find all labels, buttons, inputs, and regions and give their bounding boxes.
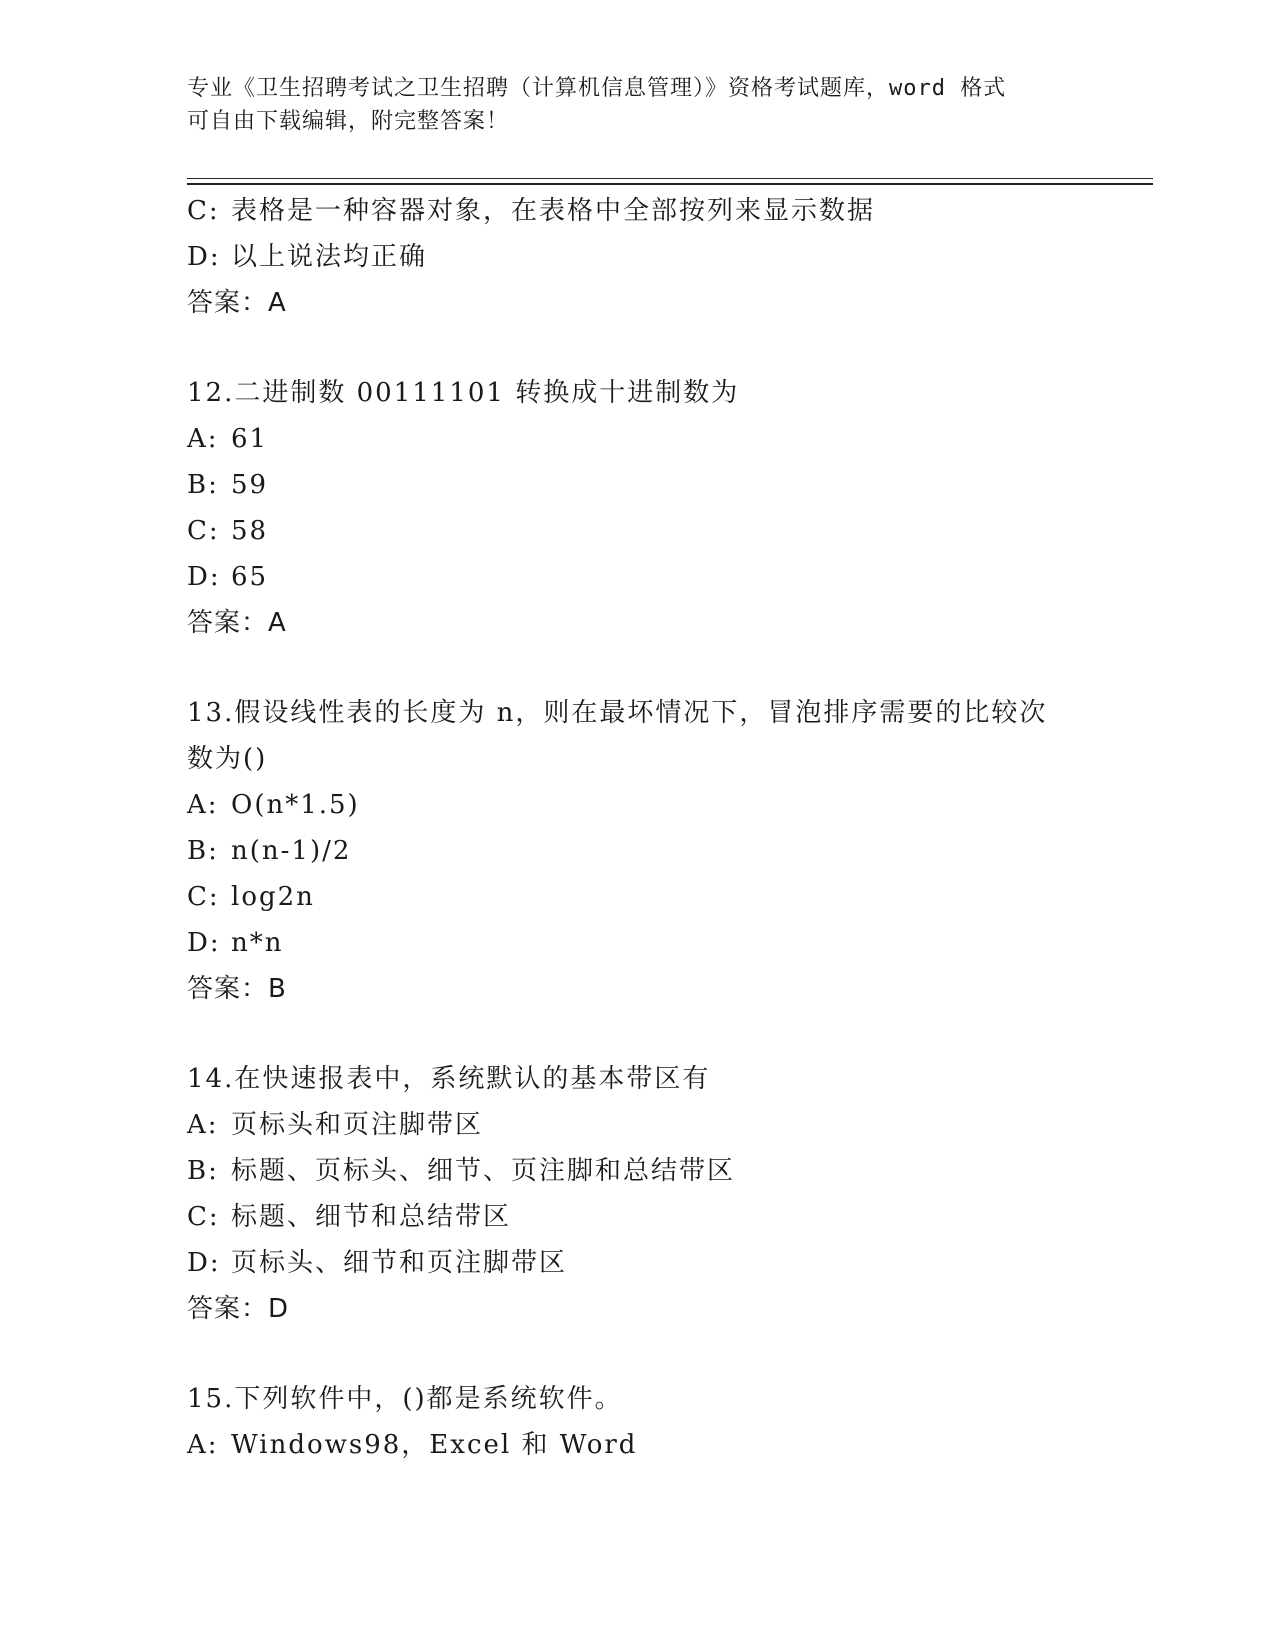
option-key: A: [187, 1110, 219, 1140]
option-text: n(n-1)/2 [231, 836, 352, 866]
option-key: D: [187, 928, 221, 958]
option-c [187, 188, 1087, 234]
option-c [187, 874, 1087, 920]
option-text: 标题、页标头、细节、页注脚和总结带区 [231, 1156, 736, 1186]
option-b [187, 1148, 1087, 1194]
option-a [187, 1422, 1087, 1468]
question-stem: 12.二进制数 00111101 转换成十进制数为 [187, 378, 740, 408]
option-text: 以上说法均正确 [231, 242, 428, 272]
option-d [187, 234, 1087, 280]
option-text: 标题、细节和总结带区 [231, 1202, 512, 1232]
option-text: 表格是一种容器对象，在表格中全部按列来显示数据 [231, 196, 876, 226]
option-text: log2n [231, 882, 315, 912]
option-key: A: [187, 790, 219, 820]
option-b [187, 828, 1087, 874]
answer-line: 答案：D [187, 1294, 290, 1324]
option-key: C: [187, 1202, 220, 1232]
spacer [187, 326, 1087, 370]
option-key: D: [187, 562, 221, 592]
option-c [187, 1194, 1087, 1240]
option-c [187, 508, 1087, 554]
option-b [187, 462, 1087, 508]
option-text: 58 [231, 516, 269, 546]
option-text: 页标头、细节和页注脚带区 [231, 1248, 568, 1278]
option-text: 65 [231, 562, 269, 592]
option-key: C: [187, 882, 220, 912]
question-stem: 14.在快速报表中，系统默认的基本带区有 [187, 1064, 711, 1094]
option-d [187, 1240, 1087, 1286]
header-divider-thick [187, 183, 1153, 185]
option-text: O(n*1.5) [231, 790, 360, 820]
spacer [187, 646, 1087, 690]
option-key: B: [187, 836, 219, 866]
option-key: D: [187, 242, 221, 272]
option-a [187, 782, 1087, 828]
option-a [187, 1102, 1087, 1148]
header-line-1: 专业《卫生招聘考试之卫生招聘（计算机信息管理）》资格考试题库，word 格式 [187, 76, 1007, 101]
question-stem: 13.假设线性表的长度为 n，则在最坏情况下，冒泡排序需要的比较次 [187, 698, 1048, 728]
option-key: A: [187, 424, 219, 454]
header-line-2: 可自由下载编辑，附完整答案！ [187, 109, 510, 134]
answer-line: 答案：A [187, 608, 287, 638]
option-text: n*n [231, 928, 284, 958]
option-key: C: [187, 516, 220, 546]
option-text: 59 [231, 470, 269, 500]
document-header [187, 72, 1087, 138]
option-key: B: [187, 470, 219, 500]
answer-line: 答案：B [187, 974, 287, 1004]
option-text: Windows98，Excel 和 Word [231, 1430, 638, 1460]
spacer [187, 1332, 1087, 1376]
question-stem-continued: 数为() [187, 744, 268, 774]
option-d [187, 920, 1087, 966]
question-list [187, 188, 1087, 1468]
option-key: D: [187, 1248, 221, 1278]
option-key: B: [187, 1156, 219, 1186]
option-text: 61 [231, 424, 269, 454]
spacer [187, 1012, 1087, 1056]
header-divider-thin [187, 178, 1153, 179]
answer-line: 答案：A [187, 288, 287, 318]
option-d [187, 554, 1087, 600]
question-stem: 15.下列软件中，()都是系统软件。 [187, 1384, 623, 1414]
option-key: C: [187, 196, 220, 226]
option-key: A: [187, 1430, 219, 1460]
option-a [187, 416, 1087, 462]
option-text: 页标头和页注脚带区 [231, 1110, 484, 1140]
